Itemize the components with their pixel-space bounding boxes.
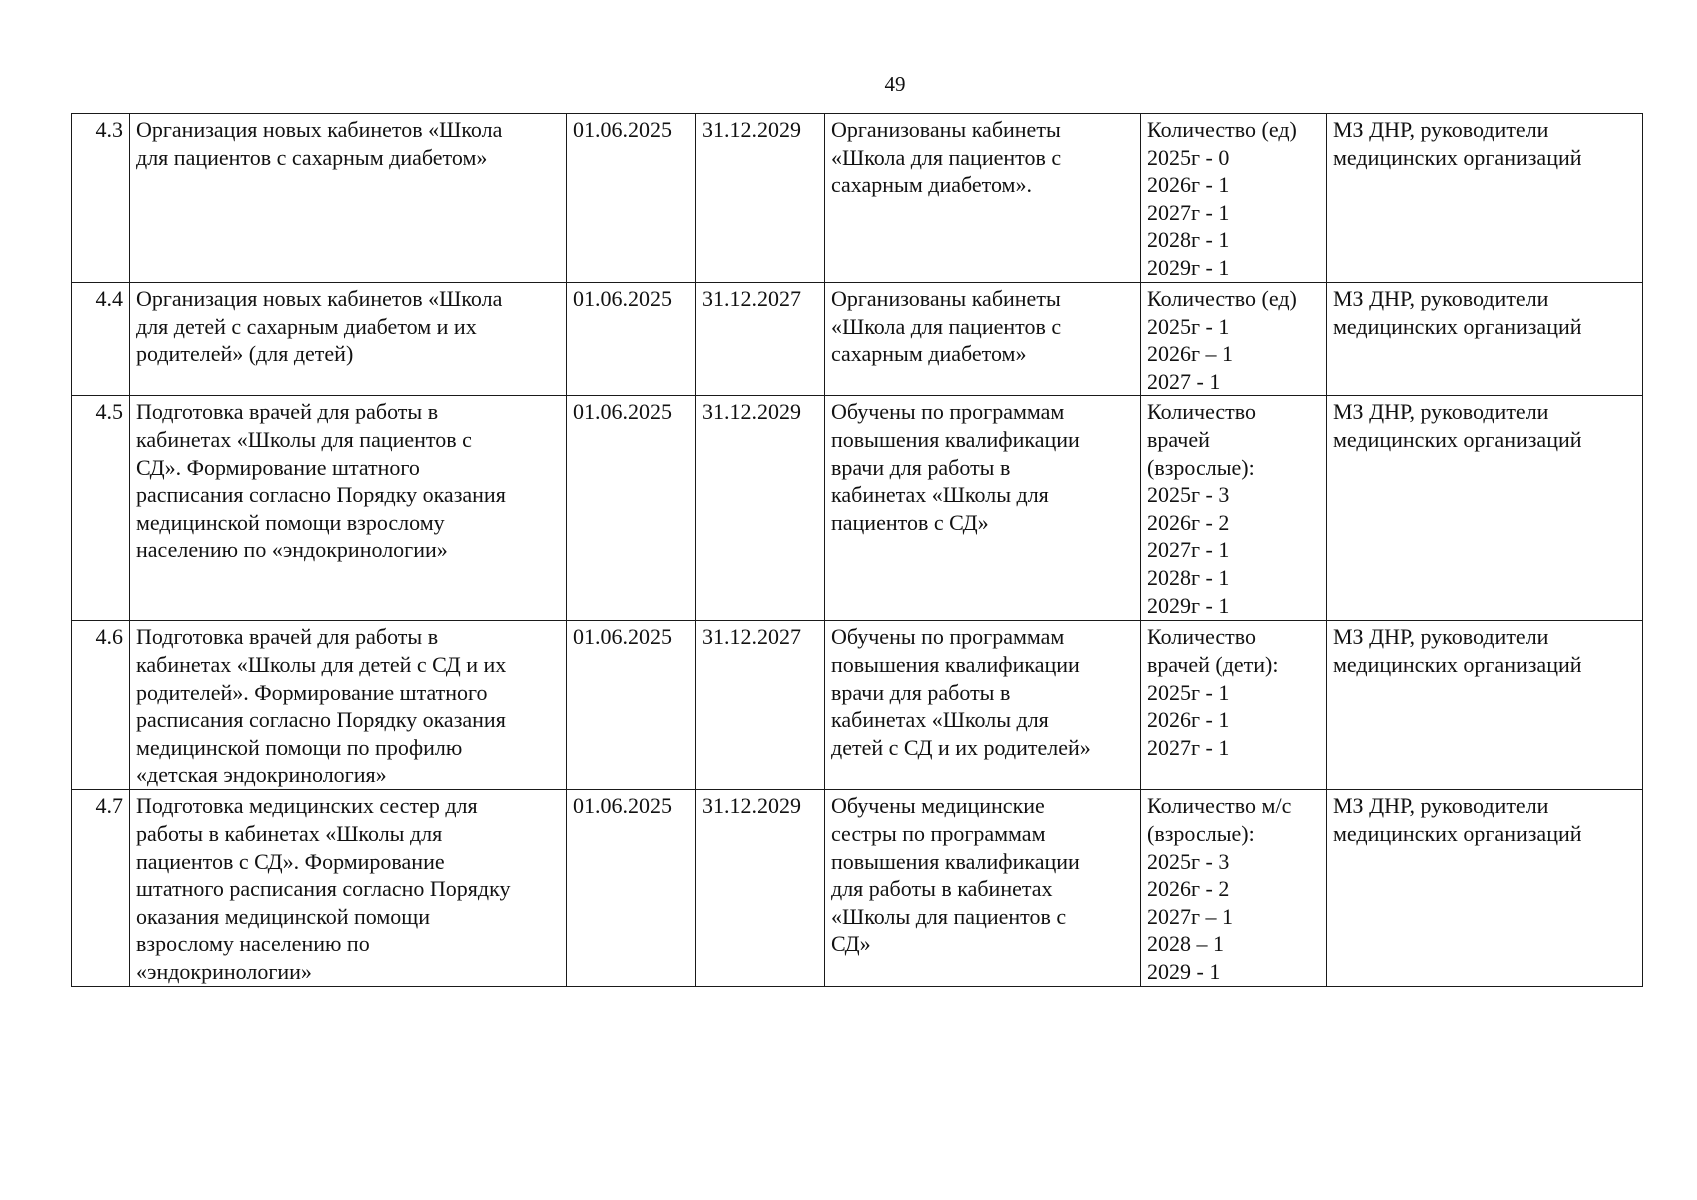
responsible-line: медицинских организаций: [1333, 426, 1582, 452]
activity-line: штатного расписания согласно Порядку: [136, 876, 511, 902]
indicator-line: 2027 - 1: [1147, 368, 1221, 394]
responsible-cell: [1327, 396, 1643, 621]
activity-line: медицинской помощи по профилю: [136, 734, 463, 760]
result-line: Обучены по программам: [831, 399, 1065, 425]
result-line: Организованы кабинеты: [831, 286, 1061, 311]
activity-line: населению по «эндокринологии»: [136, 537, 448, 563]
result-line: «Школа для пациентов с: [831, 144, 1062, 170]
result-line: врачи для работы в: [831, 679, 1011, 705]
indicator-cell: [1141, 114, 1327, 283]
activity-line: СД». Формирование штатного: [136, 454, 420, 480]
indicator-line: 2026г - 1: [1147, 172, 1230, 198]
result-line: СД»: [831, 931, 871, 957]
activity-cell: [130, 790, 567, 987]
indicator-line: врачей (дети):: [1147, 651, 1279, 677]
result-line: сахарным диабетом»: [831, 341, 1027, 367]
indicator-line: Количество (ед): [1147, 117, 1297, 142]
responsible-line: медицинских организаций: [1333, 820, 1582, 846]
indicator-line: 2025г - 3: [1147, 848, 1230, 874]
indicator-line: Количество: [1147, 399, 1257, 425]
indicator-line: 2027г - 1: [1147, 199, 1230, 225]
activity-line: родителей». Формирование штатного: [136, 679, 488, 705]
activity-line: расписания согласно Порядку оказания: [136, 707, 506, 733]
row-number: 4.4: [72, 283, 130, 396]
result-cell: [825, 114, 1141, 283]
activity-line: «детская эндокринология»: [136, 762, 387, 788]
result-cell: [825, 396, 1141, 621]
end-date: 31.12.2029: [696, 396, 825, 621]
result-line: детей с СД и их родителей»: [831, 734, 1091, 760]
table-row: [72, 114, 1643, 283]
row-number: 4.7: [72, 790, 130, 987]
result-cell: [825, 283, 1141, 396]
indicator-line: 2025г - 1: [1147, 313, 1230, 339]
responsible-line: МЗ ДНР, руководители: [1333, 793, 1549, 819]
responsible-line: МЗ ДНР, руководители: [1333, 117, 1549, 142]
activity-line: для детей с сахарным диабетом и их: [136, 313, 477, 339]
indicator-line: Количество: [1147, 624, 1257, 650]
indicator-line: (взрослые):: [1147, 820, 1255, 846]
activity-line: работы в кабинетах «Школы для: [136, 820, 443, 846]
activity-line: расписания согласно Порядку оказания: [136, 482, 506, 508]
responsible-line: медицинских организаций: [1333, 313, 1582, 339]
activity-line: для пациентов с сахарным диабетом»: [136, 144, 488, 170]
activity-line: взрослому населению по: [136, 931, 370, 957]
activity-line: родителей» (для детей): [136, 341, 354, 367]
activity-line: кабинетах «Школы для детей с СД и их: [136, 651, 507, 677]
activity-cell: [130, 621, 567, 790]
start-date: 01.06.2025: [567, 283, 696, 396]
activity-cell: [130, 283, 567, 396]
indicator-line: 2027г – 1: [1147, 903, 1234, 929]
indicator-line: 2026г - 1: [1147, 707, 1230, 733]
end-date: 31.12.2027: [696, 621, 825, 790]
indicator-line: 2025г - 3: [1147, 482, 1230, 508]
result-line: повышения квалификации: [831, 426, 1080, 452]
end-date: 31.12.2029: [696, 790, 825, 987]
indicator-cell: [1141, 283, 1327, 396]
result-line: «Школы для пациентов с: [831, 903, 1067, 929]
responsible-line: медицинских организаций: [1333, 144, 1582, 170]
indicator-line: 2028г - 1: [1147, 564, 1230, 590]
responsible-cell: [1327, 621, 1643, 790]
indicator-line: врачей: [1147, 426, 1210, 452]
start-date: 01.06.2025: [567, 114, 696, 283]
indicator-line: 2028г - 1: [1147, 227, 1230, 253]
responsible-line: МЗ ДНР, руководители: [1333, 399, 1549, 425]
responsible-line: медицинских организаций: [1333, 651, 1582, 677]
row-number: 4.6: [72, 621, 130, 790]
responsible-cell: [1327, 283, 1643, 396]
result-line: сестры по программам: [831, 820, 1046, 846]
activities-table: [71, 113, 1643, 987]
result-line: Организованы кабинеты: [831, 117, 1061, 142]
table-row: [72, 396, 1643, 621]
result-line: повышения квалификации: [831, 651, 1080, 677]
start-date: 01.06.2025: [567, 396, 696, 621]
activity-line: Подготовка врачей для работы в: [136, 624, 439, 650]
activity-line: Подготовка медицинских сестер для: [136, 793, 478, 819]
indicator-line: 2029 - 1: [1147, 958, 1221, 984]
activity-line: пациентов с СД». Формирование: [136, 848, 445, 874]
activity-line: медицинской помощи взрослому: [136, 509, 445, 535]
indicator-line: 2026г – 1: [1147, 341, 1234, 367]
end-date: 31.12.2029: [696, 114, 825, 283]
activity-line: кабинетах «Школы для пациентов с: [136, 426, 472, 452]
indicator-line: Количество м/с: [1147, 793, 1292, 819]
indicator-cell: [1141, 790, 1327, 987]
indicator-line: 2027г - 1: [1147, 537, 1230, 563]
start-date: 01.06.2025: [567, 621, 696, 790]
indicator-line: 2029г - 1: [1147, 254, 1230, 280]
result-cell: [825, 790, 1141, 987]
activity-line: оказания медицинской помощи: [136, 903, 431, 929]
table-row: [72, 621, 1643, 790]
indicator-line: (взрослые):: [1147, 454, 1255, 480]
result-line: повышения квалификации: [831, 848, 1080, 874]
indicator-line: 2029г - 1: [1147, 592, 1230, 618]
start-date: 01.06.2025: [567, 790, 696, 987]
result-line: кабинетах «Школы для: [831, 707, 1049, 733]
row-number: 4.3: [72, 114, 130, 283]
indicator-line: Количество (ед): [1147, 286, 1297, 311]
page-number: 49: [884, 72, 906, 96]
responsible-cell: [1327, 790, 1643, 987]
indicator-cell: [1141, 396, 1327, 621]
indicator-line: 2025г - 0: [1147, 144, 1230, 170]
indicator-line: 2028 – 1: [1147, 931, 1224, 957]
result-line: пациентов с СД»: [831, 509, 989, 535]
table-row: [72, 790, 1643, 987]
result-cell: [825, 621, 1141, 790]
result-line: для работы в кабинетах: [831, 876, 1053, 902]
responsible-cell: [1327, 114, 1643, 283]
activity-line: «эндокринологии»: [136, 958, 312, 984]
activity-cell: [130, 114, 567, 283]
indicator-line: 2025г - 1: [1147, 679, 1230, 705]
result-line: врачи для работы в: [831, 454, 1011, 480]
indicator-line: 2027г - 1: [1147, 734, 1230, 760]
indicator-line: 2026г - 2: [1147, 876, 1230, 902]
responsible-line: МЗ ДНР, руководители: [1333, 286, 1549, 311]
result-line: «Школа для пациентов с: [831, 313, 1062, 339]
result-line: Обучены по программам: [831, 624, 1065, 650]
result-line: кабинетах «Школы для: [831, 482, 1049, 508]
indicator-cell: [1141, 621, 1327, 790]
activity-line: Организация новых кабинетов «Школа: [136, 286, 503, 311]
result-line: Обучены медицинские: [831, 793, 1045, 819]
table-row: [72, 283, 1643, 396]
responsible-line: МЗ ДНР, руководители: [1333, 624, 1549, 650]
result-line: сахарным диабетом».: [831, 172, 1032, 198]
activity-line: Подготовка врачей для работы в: [136, 399, 439, 425]
row-number: 4.5: [72, 396, 130, 621]
activity-line: Организация новых кабинетов «Школа: [136, 117, 503, 142]
end-date: 31.12.2027: [696, 283, 825, 396]
activity-cell: [130, 396, 567, 621]
indicator-line: 2026г - 2: [1147, 509, 1230, 535]
